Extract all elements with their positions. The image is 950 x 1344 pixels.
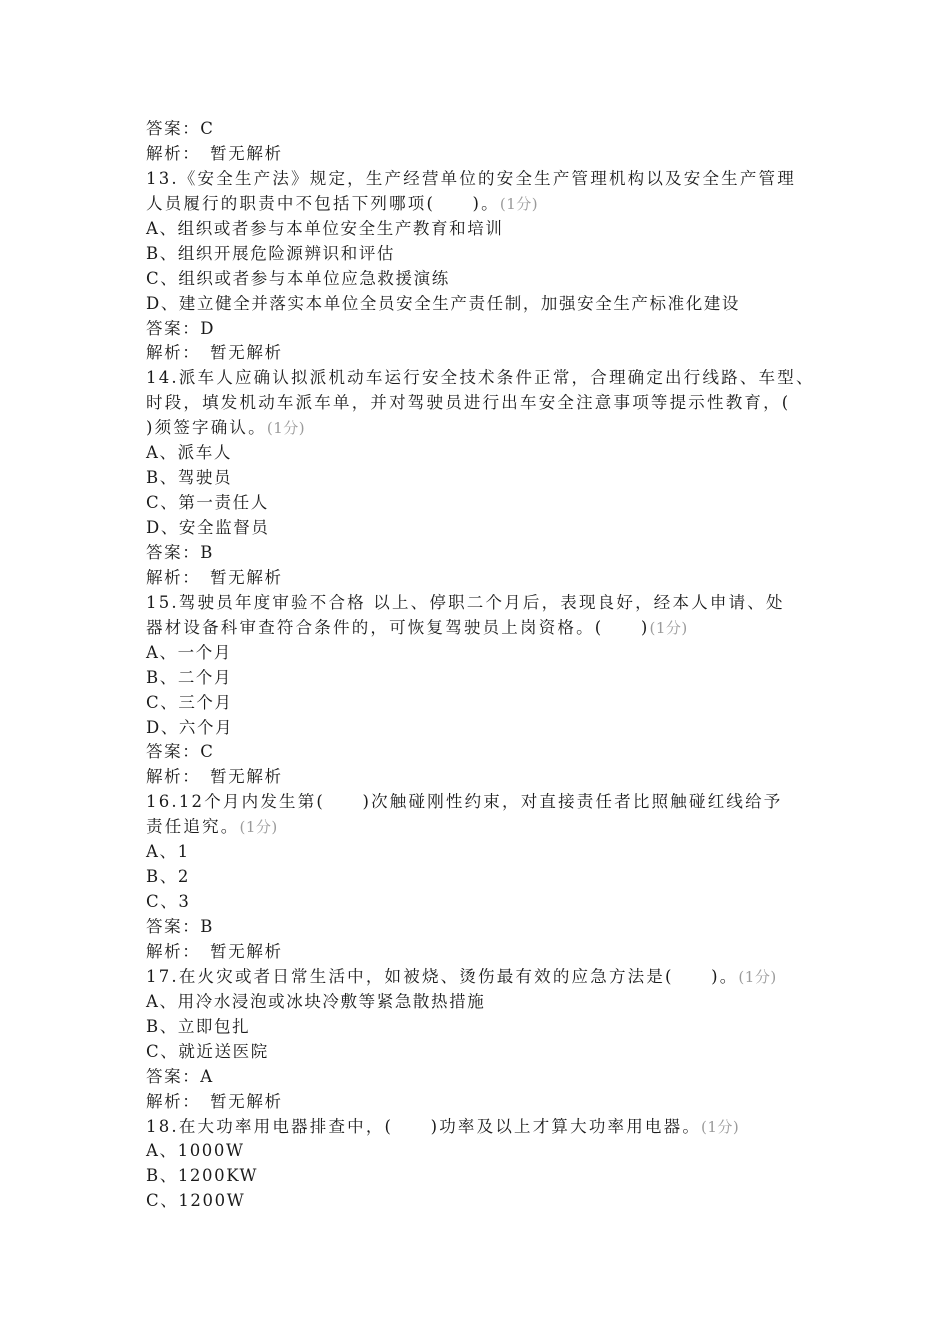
exam-document <box>146 117 846 1214</box>
question-text: 17.在火灾或者日常生活中，如被烧、烫伤最有效的应急方法是( )。 <box>146 966 739 986</box>
analysis-line: 解析： 暂无解析 <box>146 767 283 787</box>
option-d: D、建立健全并落实本单位全员安全生产责任制，加强安全生产标准化建设 <box>146 293 741 313</box>
option-b: B、驾驶员 <box>146 468 233 488</box>
score-label: (1分) <box>239 818 278 837</box>
question-text: 器材设备科审查符合条件的，可恢复驾驶员上岗资格。( ) <box>146 617 650 637</box>
option-b: B、1200KW <box>146 1166 259 1186</box>
score-label: (1分) <box>649 618 688 637</box>
question-17 <box>146 965 846 1115</box>
option-b: B、组织开展危险源辨识和评估 <box>146 243 396 263</box>
question-text: 13.《安全生产法》规定，生产经营单位的安全生产管理机构以及安全生产管理 <box>146 168 796 188</box>
score-label: (1分) <box>266 419 306 438</box>
option-c: C、1200W <box>146 1191 246 1211</box>
option-a: A、派车人 <box>146 443 232 463</box>
answer-line: 答案：B <box>146 542 215 562</box>
analysis-line: 解析： 暂无解析 <box>146 143 283 163</box>
question-text-last <box>146 815 846 840</box>
answer-line: 答案：C <box>146 742 215 762</box>
answer-line: 答案：A <box>146 1066 214 1086</box>
option-c: C、组织或者参与本单位应急救援演练 <box>146 268 450 288</box>
question-text: 时段，填发机动车派车单，并对驾驶员进行出车安全注意事项等提示性教育，( <box>146 393 791 413</box>
option-c: C、就近送医院 <box>146 1041 269 1061</box>
question-18 <box>146 1115 846 1215</box>
question-text: 责任追究。 <box>146 817 240 837</box>
question-14 <box>146 366 846 590</box>
analysis-line: 解析： 暂无解析 <box>146 941 283 961</box>
option-c: C、第一责任人 <box>146 493 269 513</box>
question-text-last <box>146 616 846 641</box>
question-text-last <box>146 965 846 990</box>
answer-line: 答案：C <box>146 119 215 138</box>
answer-line: 答案：D <box>146 318 216 338</box>
option-b: B、立即包扎 <box>146 1016 251 1036</box>
question-13 <box>146 167 846 367</box>
option-b: B、2 <box>146 867 190 887</box>
analysis-line: 解析： 暂无解析 <box>146 567 283 587</box>
option-a: A、1 <box>146 842 190 862</box>
option-c: C、三个月 <box>146 692 233 712</box>
option-a: A、1000W <box>146 1141 245 1161</box>
option-a: A、组织或者参与本单位安全生产教育和培训 <box>146 218 504 238</box>
question-text: 人员履行的职责中不包括下列哪项( )。 <box>146 193 500 213</box>
question-text: 16.12个月内发生第( )次触碰刚性约束，对直接责任者比照触碰红线给予 <box>146 792 783 812</box>
question-text: 14.派车人应确认拟派机动车运行安全技术条件正常，合理确定出行线路、车型、 <box>146 368 815 388</box>
question-text: 15.驾驶员年度审验不合格 以上、停职二个月后，表现良好，经本人申请、处 <box>146 592 785 612</box>
score-label: (1分) <box>738 967 777 986</box>
option-b: B、二个月 <box>146 667 233 687</box>
analysis-line: 解析： 暂无解析 <box>146 343 283 363</box>
option-a: A、一个月 <box>146 642 232 662</box>
question-15 <box>146 591 846 791</box>
question-text: 18.在大功率用电器排查中，( )功率及以上才算大功率用电器。 <box>146 1116 702 1136</box>
score-label: (1分) <box>499 194 539 213</box>
question-text: )须签字确认。 <box>146 418 267 438</box>
question-16 <box>146 790 846 965</box>
score-label: (1分) <box>701 1117 740 1136</box>
answer-line: 答案：B <box>146 917 215 936</box>
question-text-last <box>146 192 846 217</box>
option-c: C、3 <box>146 892 191 912</box>
option-a: A、用冷水浸泡或冰块冷敷等紧急散热措施 <box>146 991 486 1011</box>
option-d: D、六个月 <box>146 717 234 737</box>
option-d: D、安全监督员 <box>146 518 270 537</box>
question-text-last <box>146 416 846 441</box>
question-text-last <box>146 1115 846 1140</box>
analysis-line: 解析： 暂无解析 <box>146 1091 283 1111</box>
